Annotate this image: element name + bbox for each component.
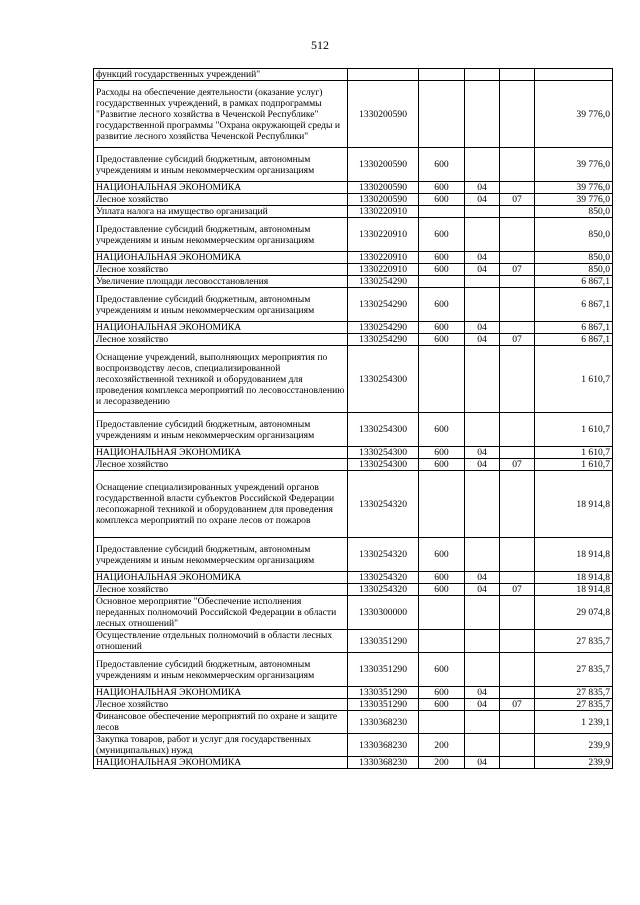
cell-name: НАЦИОНАЛЬНАЯ ЭКОНОМИКА	[94, 757, 348, 769]
cell-expense-type: 600	[419, 218, 465, 252]
cell-name: Лесное хозяйство	[94, 699, 348, 711]
cell-target-article: 1330368230	[348, 757, 419, 769]
cell-expense-type: 600	[419, 699, 465, 711]
cell-expense-type: 600	[419, 264, 465, 276]
table-row	[94, 288, 613, 322]
cell-section	[465, 346, 500, 413]
cell-name: НАЦИОНАЛЬНАЯ ЭКОНОМИКА	[94, 687, 348, 699]
cell-subsection	[500, 413, 535, 447]
cell-subsection	[500, 252, 535, 264]
cell-expense-type: 600	[419, 252, 465, 264]
cell-name: Осуществление отдельных полномочий в области лесных отношений	[94, 630, 348, 653]
cell-section: 04	[465, 334, 500, 346]
cell-target-article: 1330254290	[348, 288, 419, 322]
cell-expense-type	[419, 630, 465, 653]
cell-target-article: 1330254290	[348, 334, 419, 346]
cell-expense-type: 600	[419, 322, 465, 334]
cell-expense-type	[419, 596, 465, 630]
cell-subsection	[500, 630, 535, 653]
page-number: 512	[311, 38, 329, 52]
table-row	[94, 69, 613, 81]
cell-section: 04	[465, 194, 500, 206]
cell-name: НАЦИОНАЛЬНАЯ ЭКОНОМИКА	[94, 572, 348, 584]
cell-section	[465, 218, 500, 252]
cell-target-article: 1330368230	[348, 711, 419, 734]
cell-amount: 1 239,1	[535, 711, 613, 734]
cell-name: Предоставление субсидий бюджетным, автономным учреждениям и иным некоммерческим организациям	[94, 288, 348, 322]
cell-expense-type	[419, 276, 465, 288]
cell-subsection	[500, 711, 535, 734]
cell-section	[465, 148, 500, 182]
cell-amount: 27 835,7	[535, 687, 613, 699]
cell-target-article: 1330254320	[348, 572, 419, 584]
cell-target-article: 1330300000	[348, 596, 419, 630]
table-row	[94, 276, 613, 288]
cell-amount: 850,0	[535, 264, 613, 276]
cell-name: Увеличение площади лесовосстановления	[94, 276, 348, 288]
cell-name: Оснащение специализированных учреждений органов государственной власти субъектов Российской Федерации лесопожарной техникой и оборудованием для проведения комплекса мероприятий по охране лесов от пожаров	[94, 471, 348, 538]
cell-section: 04	[465, 252, 500, 264]
cell-section	[465, 596, 500, 630]
cell-expense-type: 600	[419, 584, 465, 596]
cell-expense-type	[419, 69, 465, 81]
cell-section: 04	[465, 687, 500, 699]
table-row	[94, 206, 613, 218]
cell-target-article: 1330351290	[348, 653, 419, 687]
cell-section	[465, 206, 500, 218]
cell-amount: 18 914,8	[535, 538, 613, 572]
cell-amount: 239,9	[535, 734, 613, 757]
cell-target-article: 1330254300	[348, 346, 419, 413]
cell-amount: 39 776,0	[535, 182, 613, 194]
cell-subsection	[500, 218, 535, 252]
cell-target-article: 1330200590	[348, 81, 419, 148]
cell-expense-type: 600	[419, 538, 465, 572]
cell-section	[465, 81, 500, 148]
cell-name: Основное мероприятие "Обеспечение исполнения переданных полномочий Российской Федерации в области лесных отношений"	[94, 596, 348, 630]
budget-table-body	[94, 69, 613, 769]
table-row	[94, 413, 613, 447]
table-row	[94, 572, 613, 584]
cell-subsection	[500, 322, 535, 334]
cell-expense-type: 600	[419, 194, 465, 206]
cell-name: функций государственных учреждений"	[94, 69, 348, 81]
cell-subsection	[500, 206, 535, 218]
cell-section	[465, 711, 500, 734]
cell-section	[465, 413, 500, 447]
cell-name: Предоставление субсидий бюджетным, автономным учреждениям и иным некоммерческим организациям	[94, 653, 348, 687]
cell-expense-type: 200	[419, 757, 465, 769]
cell-amount: 6 867,1	[535, 322, 613, 334]
cell-amount: 6 867,1	[535, 288, 613, 322]
cell-target-article: 1330254300	[348, 447, 419, 459]
cell-section	[465, 288, 500, 322]
cell-expense-type: 600	[419, 572, 465, 584]
table-row	[94, 734, 613, 757]
cell-amount: 27 835,7	[535, 653, 613, 687]
cell-target-article: 1330351290	[348, 699, 419, 711]
cell-subsection: 07	[500, 699, 535, 711]
cell-amount: 6 867,1	[535, 276, 613, 288]
cell-name: Лесное хозяйство	[94, 459, 348, 471]
cell-name: Уплата налога на имущество организаций	[94, 206, 348, 218]
cell-section	[465, 630, 500, 653]
cell-expense-type: 600	[419, 653, 465, 687]
cell-subsection	[500, 757, 535, 769]
table-row	[94, 182, 613, 194]
cell-section	[465, 69, 500, 81]
cell-amount: 39 776,0	[535, 81, 613, 148]
cell-amount: 1 610,7	[535, 413, 613, 447]
table-row	[94, 459, 613, 471]
cell-name: НАЦИОНАЛЬНАЯ ЭКОНОМИКА	[94, 252, 348, 264]
cell-expense-type: 600	[419, 459, 465, 471]
cell-amount: 1 610,7	[535, 459, 613, 471]
cell-section: 04	[465, 182, 500, 194]
cell-name: Лесное хозяйство	[94, 264, 348, 276]
cell-subsection	[500, 734, 535, 757]
table-row	[94, 584, 613, 596]
cell-amount: 18 914,8	[535, 584, 613, 596]
table-row	[94, 471, 613, 538]
cell-section: 04	[465, 757, 500, 769]
cell-amount: 18 914,8	[535, 471, 613, 538]
cell-expense-type: 600	[419, 413, 465, 447]
cell-subsection	[500, 653, 535, 687]
cell-expense-type: 600	[419, 288, 465, 322]
cell-target-article: 1330254290	[348, 322, 419, 334]
cell-section: 04	[465, 264, 500, 276]
cell-subsection: 07	[500, 194, 535, 206]
table-row	[94, 757, 613, 769]
cell-target-article: 1330254320	[348, 471, 419, 538]
cell-name: Предоставление субсидий бюджетным, автономным учреждениям и иным некоммерческим организациям	[94, 148, 348, 182]
cell-amount: 239,9	[535, 757, 613, 769]
cell-subsection	[500, 69, 535, 81]
cell-target-article	[348, 69, 419, 81]
cell-target-article: 1330200590	[348, 148, 419, 182]
cell-expense-type: 600	[419, 148, 465, 182]
cell-target-article: 1330220910	[348, 264, 419, 276]
table-row	[94, 81, 613, 148]
cell-subsection	[500, 182, 535, 194]
table-row	[94, 596, 613, 630]
cell-subsection: 07	[500, 334, 535, 346]
cell-name: Предоставление субсидий бюджетным, автономным учреждениям и иным некоммерческим организациям	[94, 413, 348, 447]
cell-expense-type	[419, 711, 465, 734]
cell-target-article: 1330351290	[348, 687, 419, 699]
cell-section	[465, 276, 500, 288]
cell-name: Предоставление субсидий бюджетным, автономным учреждениям и иным некоммерческим организациям	[94, 218, 348, 252]
cell-target-article: 1330220910	[348, 252, 419, 264]
table-row	[94, 148, 613, 182]
table-row	[94, 334, 613, 346]
table-row	[94, 322, 613, 334]
cell-amount: 29 074,8	[535, 596, 613, 630]
cell-subsection	[500, 276, 535, 288]
cell-section	[465, 653, 500, 687]
cell-amount	[535, 69, 613, 81]
cell-name: Финансовое обеспечение мероприятий по охране и защите лесов	[94, 711, 348, 734]
cell-expense-type: 600	[419, 334, 465, 346]
cell-expense-type	[419, 471, 465, 538]
table-row	[94, 687, 613, 699]
cell-expense-type	[419, 346, 465, 413]
cell-amount: 27 835,7	[535, 699, 613, 711]
table-row	[94, 346, 613, 413]
table-row	[94, 653, 613, 687]
cell-subsection	[500, 471, 535, 538]
cell-subsection	[500, 346, 535, 413]
table-row	[94, 699, 613, 711]
cell-target-article: 1330368230	[348, 734, 419, 757]
table-row	[94, 447, 613, 459]
cell-target-article: 1330220910	[348, 206, 419, 218]
table-row	[94, 264, 613, 276]
cell-subsection	[500, 288, 535, 322]
budget-table	[93, 68, 613, 769]
cell-subsection	[500, 687, 535, 699]
cell-section: 04	[465, 447, 500, 459]
cell-name: Предоставление субсидий бюджетным, автономным учреждениям и иным некоммерческим организациям	[94, 538, 348, 572]
cell-section: 04	[465, 584, 500, 596]
cell-amount: 6 867,1	[535, 334, 613, 346]
cell-section: 04	[465, 572, 500, 584]
cell-section: 04	[465, 322, 500, 334]
cell-subsection	[500, 596, 535, 630]
cell-subsection	[500, 148, 535, 182]
cell-subsection	[500, 81, 535, 148]
table-row	[94, 630, 613, 653]
cell-name: Расходы на обеспечение деятельности (оказание услуг) государственных учреждений, в рамках подпрограммы "Развитие лесного хозяйства в Чеченской Республике" государственной программы "Охрана окружающей среды и развитие лесного хозяйства Чеченской Республики"	[94, 81, 348, 148]
cell-amount: 18 914,8	[535, 572, 613, 584]
cell-name: НАЦИОНАЛЬНАЯ ЭКОНОМИКА	[94, 447, 348, 459]
cell-subsection	[500, 447, 535, 459]
cell-expense-type	[419, 206, 465, 218]
cell-expense-type: 600	[419, 687, 465, 699]
cell-amount: 39 776,0	[535, 148, 613, 182]
cell-target-article: 1330254290	[348, 276, 419, 288]
cell-amount: 850,0	[535, 206, 613, 218]
cell-target-article: 1330254300	[348, 459, 419, 471]
cell-name: НАЦИОНАЛЬНАЯ ЭКОНОМИКА	[94, 322, 348, 334]
table-row	[94, 194, 613, 206]
cell-expense-type: 600	[419, 447, 465, 459]
cell-name: Закупка товаров, работ и услуг для государственных (муниципальных) нужд	[94, 734, 348, 757]
cell-subsection	[500, 572, 535, 584]
cell-section: 04	[465, 459, 500, 471]
cell-amount: 850,0	[535, 218, 613, 252]
cell-amount: 1 610,7	[535, 447, 613, 459]
cell-name: Оснащение учреждений, выполняющих мероприятия по воспроизводству лесов, специализированной лесохозяйственной техникой и оборудованием для проведения комплекса мероприятий по лесовосстановлению и лесоразведению	[94, 346, 348, 413]
table-row	[94, 538, 613, 572]
cell-section	[465, 471, 500, 538]
cell-section: 04	[465, 699, 500, 711]
table-row	[94, 218, 613, 252]
cell-target-article: 1330200590	[348, 194, 419, 206]
cell-section	[465, 538, 500, 572]
cell-amount: 27 835,7	[535, 630, 613, 653]
cell-target-article: 1330220910	[348, 218, 419, 252]
cell-amount: 1 610,7	[535, 346, 613, 413]
cell-target-article: 1330200590	[348, 182, 419, 194]
cell-target-article: 1330254320	[348, 584, 419, 596]
cell-target-article: 1330254320	[348, 538, 419, 572]
cell-expense-type: 200	[419, 734, 465, 757]
cell-expense-type	[419, 81, 465, 148]
cell-name: Лесное хозяйство	[94, 584, 348, 596]
cell-amount: 850,0	[535, 252, 613, 264]
cell-subsection: 07	[500, 264, 535, 276]
cell-subsection: 07	[500, 584, 535, 596]
cell-name: Лесное хозяйство	[94, 194, 348, 206]
cell-expense-type: 600	[419, 182, 465, 194]
table-row	[94, 252, 613, 264]
cell-subsection: 07	[500, 459, 535, 471]
cell-target-article: 1330254300	[348, 413, 419, 447]
cell-section	[465, 734, 500, 757]
table-row	[94, 711, 613, 734]
cell-name: НАЦИОНАЛЬНАЯ ЭКОНОМИКА	[94, 182, 348, 194]
cell-subsection	[500, 538, 535, 572]
cell-name: Лесное хозяйство	[94, 334, 348, 346]
cell-target-article: 1330351290	[348, 630, 419, 653]
cell-amount: 39 776,0	[535, 194, 613, 206]
